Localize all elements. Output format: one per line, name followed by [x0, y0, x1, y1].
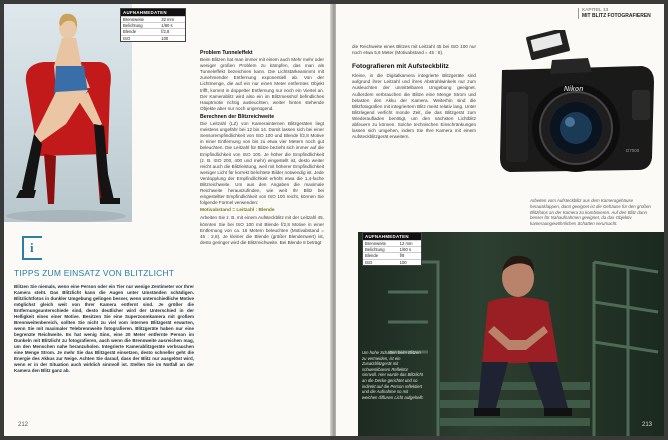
- chapter-header: [578, 8, 662, 19]
- settings-key: Brennweite: [363, 241, 398, 247]
- man-photo-caption: Um hohe Schatten beim Blitzen zu vermeiden, ist ein Zusatzblitzgerät mit schwenkbarem Reflektor sinnvoll. Hier wurde das Blitzlicht an die Decke gerichtet und so indirekt auf die Person reflektiert und die Aufnahme so mit weichen diffusen Licht aufgehellt.: [362, 350, 424, 400]
- settings-value: f/8: [398, 253, 421, 259]
- woman-photo: [4, 4, 132, 222]
- camera-illustration: [492, 30, 660, 194]
- paragraph-range: Die Leitzahl (LZ) von Kamerainternen Blitzgeräten liegt meistens ungefähr bei 12 bis 14. Damit lassen sich bei einer Sensorempfindlichkeit von ISO 100 und Blende f/2,8 Motive in einer Entfernung von bis zu etwa vier Metern noch gut beleuchten. Die Leitzahl für Blitze bezieht sich immer auf die Empfindlichkeit von ISO 100. Je höher die Empfindlichkeit (z. B. ISO 200, 400 und mehr) eingestellt ist, desto weiter reicht auch die Blitzleistung, weil mit höherer Empfindlichkeit weniger Licht für korrekt belichtete Bilder notwendig ist. Jede Verdopplung der Empfindlichkeit erhöht etwa die 1,4-fache Blitzreichweite. Um aus den Angaben die maximale Reichweite herauszufinden, wie weit Ihr Blitz bei eingestellter Empfindlichkeit von ISO 100 reicht, können Sie folgende Formel verwenden:: [200, 121, 324, 206]
- settings-key: ISO: [121, 35, 159, 41]
- settings-value: f/2,8: [159, 29, 185, 35]
- paragraph-tunnel: Beim Blitzen hat man immer mit einem auch Mehr mehr oder weniger großen Problem zu kämpfen, das man als Tunneleffekt bezeichnen kann. Die Lichtstärkeanimmt mit zunehmender Entfernung exponentiell ab. Von der Lichtmenge, die auf ein nur einen Meter entferntes Objekt trifft, kommt in doppelter Entfernung nur noch ein Viertel an. Der Kamerablitz wird also ein im Blitzmesshof befindliches Hauptmotiv richtig ausleuchten, weiter hinten stehende Objekte aber nur noch ungenügend.: [200, 57, 324, 111]
- settings-key: ISO: [363, 259, 398, 265]
- right-page: [336, 4, 664, 436]
- info-icon-glyph: i: [30, 240, 34, 255]
- settings-key: Brennweite: [121, 17, 159, 23]
- settings-key: Belichtung: [363, 247, 398, 253]
- table-row: [363, 259, 421, 265]
- heading-range: Berechnen der Blitzreichweite: [200, 113, 275, 120]
- section-heading: Fotografieren mit Aufsteckblitz: [352, 63, 449, 71]
- camera-brand: Nikon: [564, 86, 584, 93]
- settings-value: 100: [159, 35, 185, 41]
- chapter-number: KAPITEL 13: [582, 8, 609, 13]
- settings-value: 12 mm: [398, 241, 421, 247]
- heading-tunnel: Problem Tunneleffekt: [200, 50, 253, 56]
- right-column-text: [352, 44, 476, 224]
- woman-in-red-chair-illustration: [4, 4, 132, 222]
- page-number-left: 212: [18, 422, 29, 428]
- settings-box-left: [120, 8, 186, 42]
- settings-value: 100: [398, 259, 421, 265]
- settings-key: Belichtung: [121, 23, 159, 29]
- camera-photo: [492, 30, 660, 194]
- formula: Motivabstand = Leitzahl : Blende: [200, 208, 275, 214]
- settings-table: [363, 240, 421, 265]
- left-column-text: [200, 48, 324, 436]
- settings-key: Blende: [121, 29, 159, 35]
- settings-value: 32 mm: [159, 17, 185, 23]
- settings-value: 1/60 s: [398, 247, 421, 253]
- settings-box-title: AUFNAHMEDATEN: [121, 9, 185, 16]
- page-number-right: 213: [642, 422, 653, 428]
- settings-box-title: AUFNAHMEDATEN: [363, 233, 421, 240]
- camera-model: D7000: [626, 148, 640, 153]
- chapter-title: MIT BLITZ FOTOGRAFIEREN: [582, 13, 651, 19]
- section-paragraph: Kleine, in die Digitalkamera integrierte Blitzgeräte sind aufgrund ihrer Leitzahl und ihres Abstrahlwinkels nur zum Ausleuchten der unmittelbaren Umgebung geeignet. Außerdem verbrauchen die Blitze eine Menge Strom und belasten den Akku der Kamera. Weiterhin sind die Blitzfotografien mit integriertem Blitz meist relativ lang. Unter Blitzlegend verficht monde Zeit, die das Blitzgerät zum Wiederaufladen benötigt, um den nächsten Lichtblitz abfeuern zu können. Solche technischen Einschränkungen lassen sich umgehen, indem Sie Ihre Kamera mit einem Aufsteckblitzgerät erweitern.: [352, 73, 476, 140]
- settings-value: 1/60 s: [159, 23, 185, 29]
- tip-heading: TIPPS ZUM EINSATZ VON BLITZLICHT: [14, 268, 175, 278]
- left-page: [4, 4, 332, 436]
- settings-box-right: [362, 232, 422, 266]
- intro-paragraph: die Reichweite eines Blitzes mit Leitzahl 45 bei ISO 100 nur noch etwa 5,6 Meter (Motivabstand = 45 : 8).: [352, 44, 476, 56]
- man-photo: [358, 232, 664, 436]
- info-icon: [22, 236, 42, 260]
- table-row: [121, 35, 185, 41]
- settings-key: Blende: [363, 253, 398, 259]
- camera-caption: Arbeiten vom Aufsteckblitz aus dem Kameragehäuse herausklappen, dann geeignet ist die Gehäuse für den großen Blitzfotos an der Kamera zu kombinieren. Auf den Blitz dann besser für Nahaufnahmen geeignet, da das Objektiv kameraungewöhnliches Schatten verursacht.: [530, 198, 651, 227]
- tip-text: Blitzen Sie niemals, wenn eine Person oder ein Tier nur wenige Zentimeter vor Ihrer Kamera steht. Das Blitzlicht kann die Augen unter Umständen schädigen. Blitzlichtfotos in dunkler Umgebung gelingen besser, wenn unterschiedliche Motive möglichst gleich weit von Ihrer Kamera entfernt sind. Je größer die Entfernungsunterschiede sind, desto deutlicher wird der Unterschied in der Helligkeit eines einer Motive. Besitzen Sie eine Superzoomkamera mit großem Brennweitenbereich, sollten Sie nicht zu viel vom internen Blitzgerät erwarten, wenn Sie mit maximaler Telebrennweite fotografieren. Blitzgeräte haben nur eine begrenzte Reichweite. Es hat wenig Sinn, eine 20 Meter entfernte Person im Dunkeln mit Blitzlicht zu fotografieren, auch wenn die Brennweite ausreichen mag, um den Menschen nahe heranzuholen. Integrierte Kamerablitzgeräte verbrauchen eine Menge Strom. Je mehr Sie das Blitzgerät einsetzen, desto schneller geht die Energie des Akkus zur Neige. Achten Sie darauf, dass der Blitz nur ausgelöst wird, wenn er in der Situation auch wirklich sinnvoll ist. Stellen Sie im Notfall an der Kamera den Blitz ganz ab.: [14, 284, 194, 373]
- paragraph-example: Arbeiten Sie z. B. mit einem Aufsteckblitz mit der Leitzahl 45, könnten Sie bei ISO 100 mit Blende f/2,8 Motive in einer Entfernung von ca. 16 Metern beleuchten (Motivabstand = 45 : 2,8). Je kleiner die Blende (größer Blendenwert) ist, desto geringer wird die Blitzreichweite. Bei Blende 8 beträgt: [200, 215, 324, 245]
- settings-table: [121, 16, 185, 41]
